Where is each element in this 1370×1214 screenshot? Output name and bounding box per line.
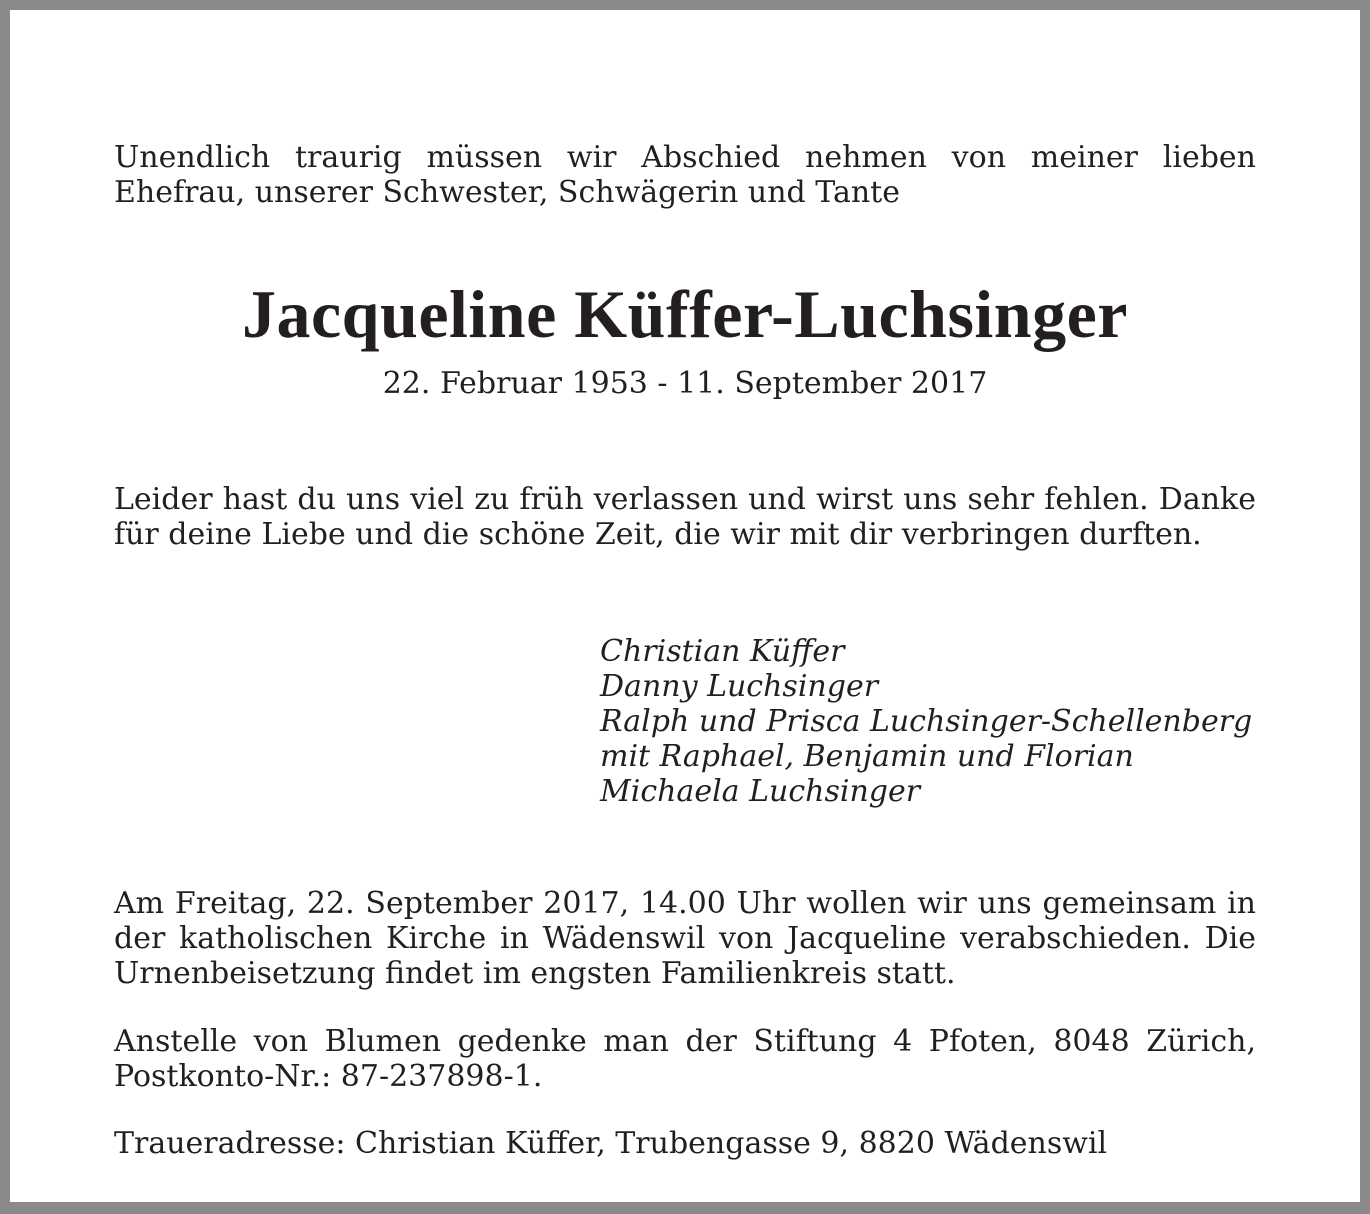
farewell-message: Leider hast du uns viel zu früh verlassen und wirst uns sehr fehlen. Danke für deine Liebe und die schöne Zeit, die wir mit dir verbringen durften.: [114, 482, 1256, 552]
life-dates: 22. Februar 1953 - 11. September 2017: [382, 366, 988, 401]
mourner-name: Danny Luchsinger: [600, 669, 879, 704]
intro-text: Unendlich traurig müssen wir Abschied nehmen von meiner lieben Ehefrau, unserer Schwester, Schwägerin und Tante: [114, 140, 1256, 210]
mourner-name: Christian Küffer: [600, 634, 845, 669]
obituary-frame: [10, 10, 1360, 1202]
deceased-name: Jacqueline Küffer-Luchsinger: [242, 276, 1128, 352]
mourner-name: mit Raphael, Benjamin und Florian: [600, 739, 1134, 774]
service-details: Am Freitag, 22. September 2017, 14.00 Uhr wollen wir uns gemeinsam in der katholischen Kirche in Wädenswil von Jacqueline verabschieden. Die Urnenbeisetzung findet im engsten Familienkreis statt.: [114, 886, 1256, 991]
mourners-list: [600, 634, 1300, 809]
mourner-name: Michaela Luchsinger: [600, 774, 921, 809]
mourner-name: Ralph und Prisca Luchsinger-Schellenberg: [600, 704, 1253, 739]
mourning-address: Traueradresse: Christian Küffer, Trubengasse 9, 8820 Wädenswil: [114, 1126, 1108, 1161]
obituary-content: [114, 140, 1256, 1161]
donation-note: Anstelle von Blumen gedenke man der Stiftung 4 Pfoten, 8048 Zürich, Postkonto-Nr.: 87-237898-1.: [114, 1024, 1256, 1094]
